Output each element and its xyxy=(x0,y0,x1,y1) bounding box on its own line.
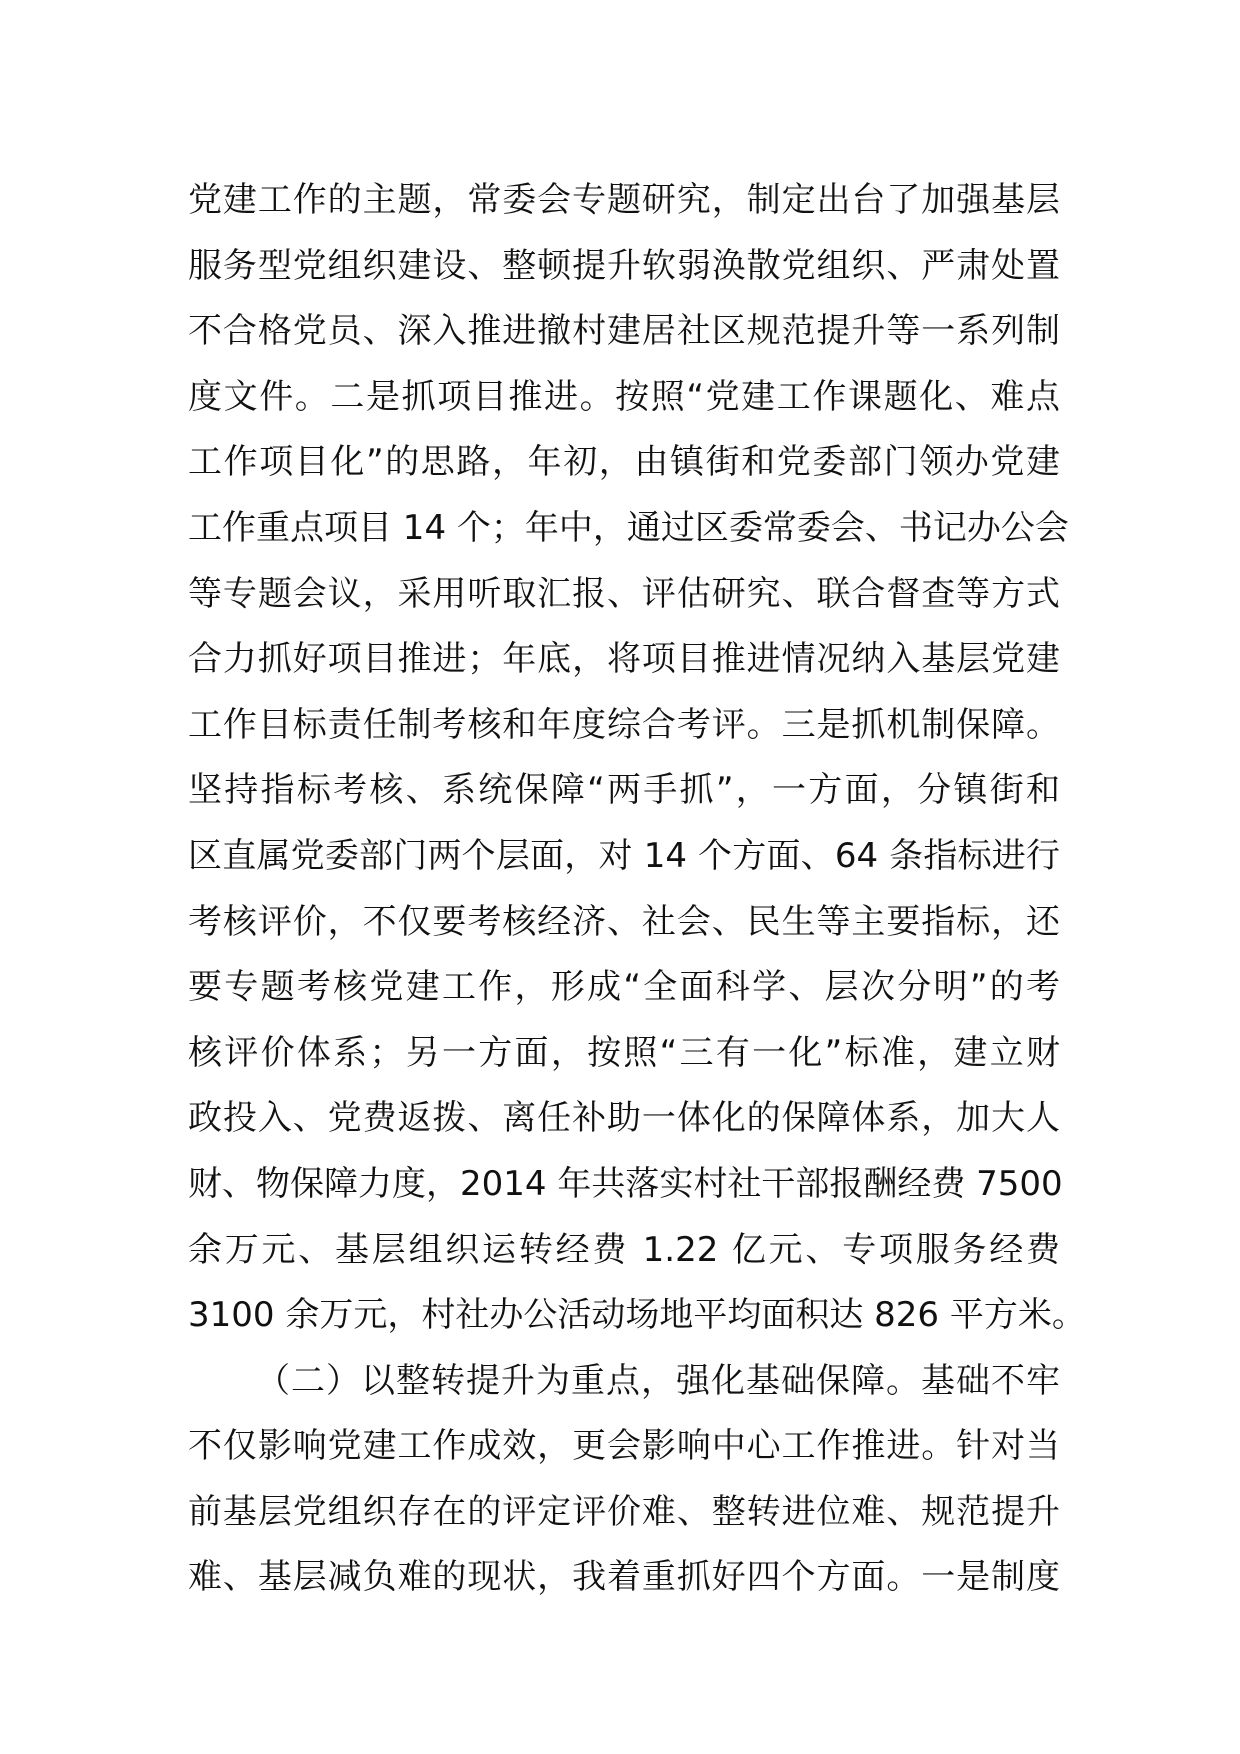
text-line: 难、基层减负难的现状，我着重抓好四个方面。一是制度 xyxy=(188,1557,1060,1598)
body-text xyxy=(188,168,1086,1611)
text-line: 合力抓好项目推进；年底，将项目推进情况纳入基层党建 xyxy=(188,639,1060,680)
text-line: （二）以整转提升为重点，强化基础保障。基础不牢 xyxy=(256,1360,1060,1401)
text-line: 不合格党员、深入推进撤村建居社区规范提升等一系列制 xyxy=(188,311,1060,352)
text-line: 考核评价，不仅要考核经济、社会、民生等主要指标，还 xyxy=(188,901,1060,942)
text-line: 3100 余万元，村社办公活动场地平均面积达 826 平方米。 xyxy=(188,1295,1086,1336)
text-line: 工作重点项目 14 个；年中，通过区委常委会、书记办公会 xyxy=(188,507,1069,548)
text-line: 工作目标责任制考核和年度综合考评。三是抓机制保障。 xyxy=(188,704,1060,745)
text-line: 余万元、基层组织运转经费 1.22 亿元、专项服务经费 xyxy=(188,1229,1060,1270)
text-line: 等专题会议，采用听取汇报、评估研究、联合督查等方式 xyxy=(188,573,1060,614)
text-line: 区直属党委部门两个层面，对 14 个方面、64 条指标进行 xyxy=(188,835,1060,876)
text-line: 财、物保障力度，2014 年共落实村社干部报酬经费 7500 xyxy=(188,1163,1063,1204)
text-line: 要专题考核党建工作，形成“全面科学、层次分明”的考 xyxy=(188,967,1060,1008)
text-line: 度文件。二是抓项目推进。按照“党建工作课题化、难点 xyxy=(188,376,1060,417)
text-line: 政投入、党费返拨、离任补助一体化的保障体系，加大人 xyxy=(188,1098,1060,1139)
text-line: 前基层党组织存在的评定评价难、整转进位难、规范提升 xyxy=(188,1491,1060,1532)
text-line: 党建工作的主题，常委会专题研究，制定出台了加强基层 xyxy=(188,180,1060,220)
text-line: 不仅影响党建工作成效，更会影响中心工作推进。针对当 xyxy=(188,1426,1060,1467)
text-line: 坚持指标考核、系统保障“两手抓”，一方面，分镇街和 xyxy=(188,770,1060,811)
text-line: 服务型党组织建设、整顿提升软弱涣散党组织、严肃处置 xyxy=(188,245,1060,286)
text-line: 工作项目化”的思路，年初，由镇街和党委部门领办党建 xyxy=(188,442,1060,483)
text-line: 核评价体系；另一方面，按照“三有一化”标准，建立财 xyxy=(188,1032,1060,1073)
